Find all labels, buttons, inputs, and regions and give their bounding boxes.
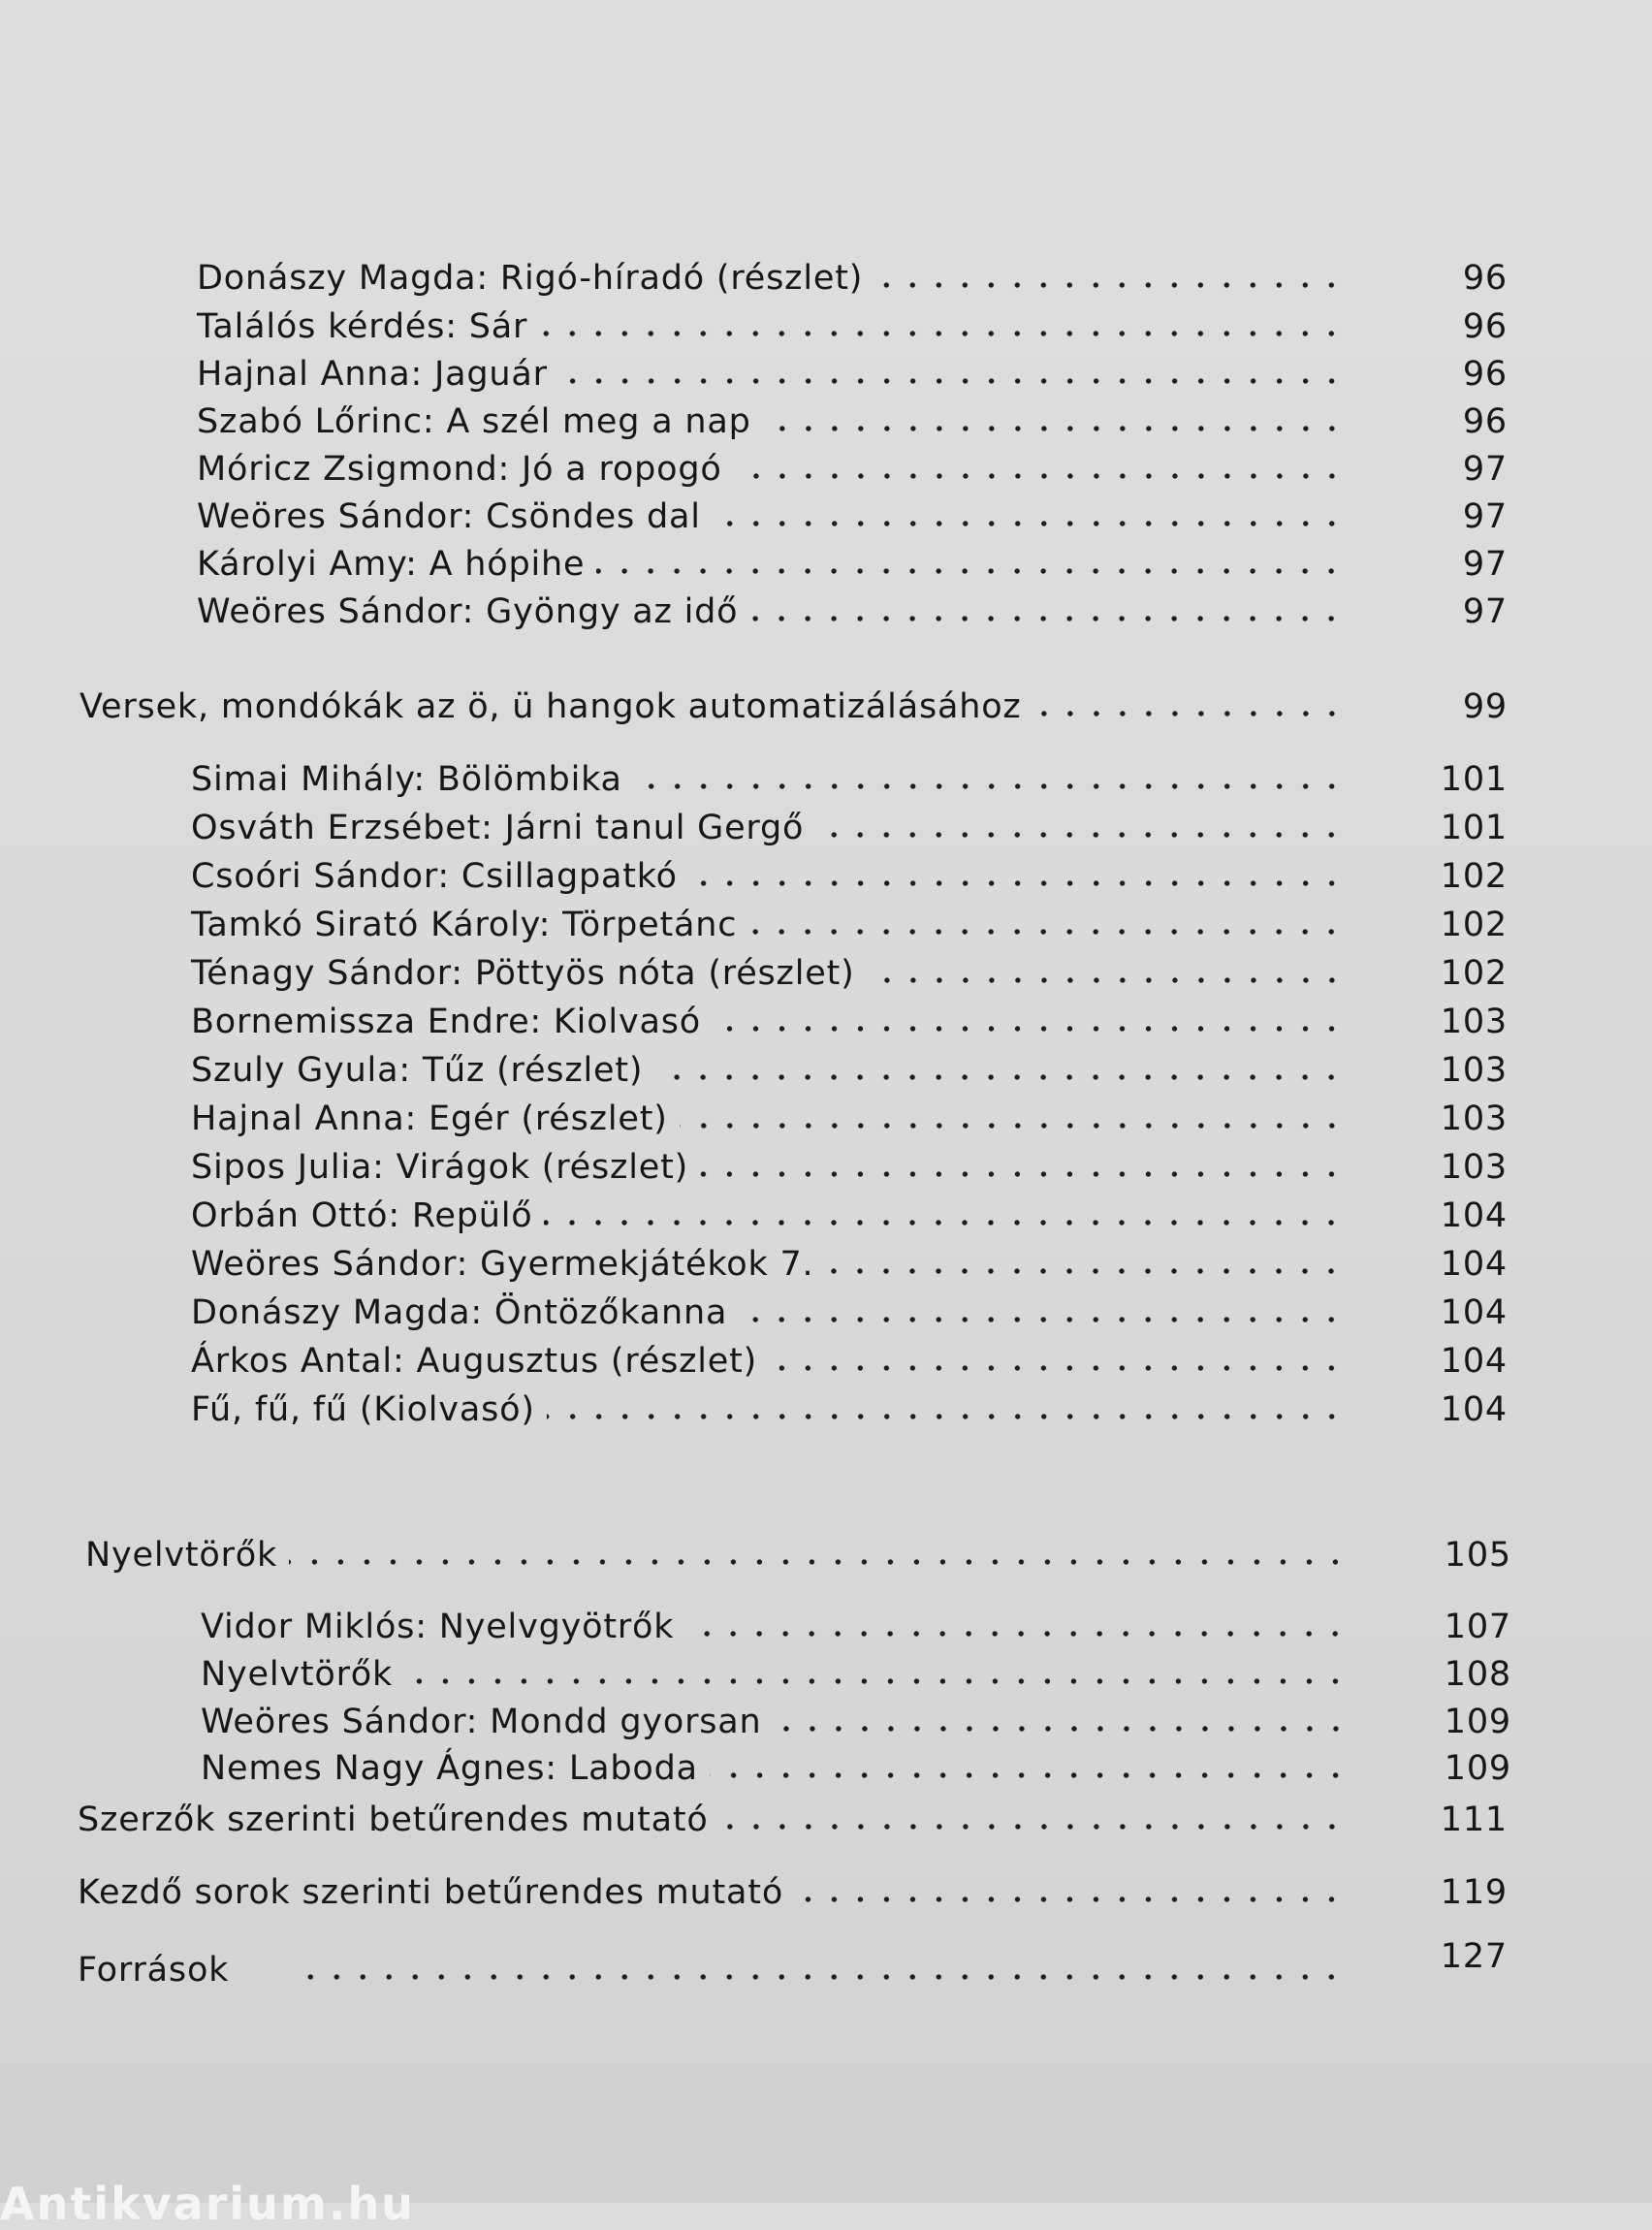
toc-entry [191,845,1508,896]
toc-entry-title: Weöres Sándor: Gyermekjátékok 7. [191,1245,814,1284]
toc-page-number: 104 [1440,1390,1508,1429]
toc-entry-title: Csoóri Sándor: Csillagpatkó [191,857,678,896]
toc-entry-title: Hajnal Anna: Jaguár [197,355,548,394]
toc-entry [191,1088,1508,1138]
toc-page-number: 102 [1440,857,1508,896]
toc-page-number: 109 [1444,1749,1511,1788]
toc-entry [201,1737,1511,1788]
toc-page-number: 104 [1440,1196,1508,1235]
dot-leader [654,1072,1345,1082]
toc-page-number: 109 [1444,1703,1511,1741]
dot-leader [874,280,1345,290]
toc-entry [197,296,1508,346]
toc-page-number: 103 [1440,1051,1508,1090]
toc-entry [197,533,1508,584]
dot-leader [769,1363,1345,1373]
toc-page-number: 103 [1440,1148,1508,1187]
toc-page-number: 97 [1462,497,1508,536]
toc-entry-title: Orbán Ottó: Repülő [191,1196,533,1235]
toc-entry [191,1282,1508,1332]
toc-entry-title: Tamkó Sirató Károly: Törpetánc [191,906,738,944]
toc-entry-title: Nemes Nagy Ágnes: Laboda [201,1749,698,1788]
toc-entry-title: Weöres Sándor: Gyöngy az idő [197,592,739,631]
toc-entry [201,1643,1511,1694]
toc-entry [197,247,1508,298]
toc-page-number: 101 [1440,760,1508,799]
dot-leader [289,1557,1349,1567]
toc-entry [191,991,1508,1041]
dot-leader [713,1024,1345,1034]
toc-page-number: 97 [1462,592,1508,631]
dot-leader [634,781,1345,791]
dot-leader [287,1972,1345,1982]
dot-leader [700,1169,1345,1179]
toc-section [78,1937,1508,1990]
toc-entry [191,1233,1508,1284]
toc-section [79,676,1508,726]
dot-leader [404,1676,1349,1686]
toc-entry-title: Donászy Magda: Öntözőkanna [191,1293,728,1332]
toc-entry [191,1136,1508,1187]
dot-leader [559,376,1345,386]
dot-leader [867,975,1345,985]
toc-entry-title: Szuly Gyula: Tűz (részlet) [191,1051,644,1090]
toc-entry-title: Hajnal Anna: Egér (részlet) [191,1099,668,1138]
toc-section-title: Nyelvtörők [85,1536,278,1575]
toc-entry-title: Móricz Zsigmond: Jó a ropogó [197,450,722,489]
toc-page-number: 102 [1440,906,1508,944]
toc-entry [191,1379,1508,1429]
dot-leader [774,1724,1349,1734]
toc-entry-title: Vidor Miklós: Nyelvgyötrők [201,1608,675,1646]
toc-section-title: Versek, mondókák az ö, ü hangok automatizálásához [79,687,1022,726]
toc-entry [191,894,1508,944]
toc-entry [201,1596,1511,1646]
dot-leader [539,329,1345,338]
toc-entry [197,343,1508,394]
toc-page-number: 107 [1444,1608,1511,1646]
watermark-text: Antikvarium.hu [0,2178,415,2230]
toc-section [78,1862,1508,1912]
toc-entry-title: Szabó Lőrinc: A szél meg a nap [197,402,751,441]
toc-entry [197,391,1508,441]
toc-page-number: 108 [1444,1655,1511,1694]
toc-page-number: 97 [1462,545,1508,584]
dot-leader [815,830,1345,840]
toc-page-number: 127 [1440,1937,1508,1976]
toc-page-number: 119 [1440,1873,1508,1912]
toc-entry [191,1330,1508,1381]
dot-leader [734,471,1345,481]
toc-entry [197,438,1508,489]
toc-entry [197,581,1508,631]
toc-entry-title: Donászy Magda: Rigó-híradó (részlet) [197,259,864,298]
dot-leader [544,1218,1345,1227]
toc-page-number: 104 [1440,1245,1508,1284]
dot-leader [680,1121,1345,1131]
toc-page-number: 104 [1440,1293,1508,1332]
toc-page-number: 103 [1440,1003,1508,1041]
dot-leader [795,1895,1345,1904]
toc-entry-title: Weöres Sándor: Csöndes dal [197,497,701,536]
toc-entry-title: Nyelvtörők [201,1655,394,1694]
toc-page-number: 96 [1462,355,1508,394]
dot-leader [1033,709,1345,718]
toc-entry-title: Simai Mihály: Bölömbika [191,760,622,799]
toc-page-number: 99 [1462,687,1508,726]
toc-entry-title: Ténagy Sándor: Pöttyös nóta (részlet) [191,954,855,993]
toc-page-number: 102 [1440,954,1508,993]
toc-page-number: 97 [1462,450,1508,489]
toc-entry-title: Fű, fű, fű (Kiolvasó) [191,1390,535,1429]
toc-section-title: Szerzők szerinti betűrendes mutató [78,1800,709,1839]
dot-leader [825,1266,1345,1276]
dot-leader [547,1412,1345,1421]
toc-entry [191,1185,1508,1235]
dot-leader [763,424,1345,433]
toc-page-number: 96 [1462,307,1508,346]
toc-entry [191,1039,1508,1090]
toc-page-number: 96 [1462,259,1508,298]
toc-section [85,1524,1511,1575]
toc-entry [197,486,1508,536]
dot-leader [720,1822,1345,1832]
toc-entry [201,1691,1511,1741]
toc-entry-title: Károlyi Amy: A hópihe [197,545,586,584]
dot-leader [713,519,1345,528]
toc-section-title: Források [78,1951,230,1990]
dot-leader [596,566,1345,576]
toc-entry-title: Sipos Julia: Virágok (részlet) [191,1148,689,1187]
dot-leader [748,927,1345,937]
toc-entry-title: Osváth Erzsébet: Járni tanul Gergő [191,809,805,847]
watermark [0,2178,415,2230]
toc-page-number: 96 [1462,402,1508,441]
toc-entry [191,797,1508,847]
toc-entry-title: Árkos Antal: Augusztus (részlet) [191,1342,758,1381]
toc-entry-title: Weöres Sándor: Mondd gyorsan [201,1703,762,1741]
dot-leader [685,1629,1349,1639]
toc-section-title: Kezdő sorok szerinti betűrendes mutató [78,1873,784,1912]
toc-page-number: 103 [1440,1099,1508,1138]
toc-page-number: 105 [1444,1536,1511,1575]
dot-leader [739,1315,1345,1324]
toc-page-number: 101 [1440,809,1508,847]
toc-entry [191,942,1508,993]
dot-leader [710,1770,1349,1780]
toc-page-number: 104 [1440,1342,1508,1381]
toc-section [78,1789,1508,1839]
dot-leader [749,614,1345,623]
toc-entry-title: Bornemissza Endre: Kiolvasó [191,1003,701,1041]
dot-leader [689,878,1345,888]
toc-entry [191,749,1508,799]
toc-page-number: 111 [1440,1800,1508,1839]
toc-entry-title: Találós kérdés: Sár [197,307,528,346]
